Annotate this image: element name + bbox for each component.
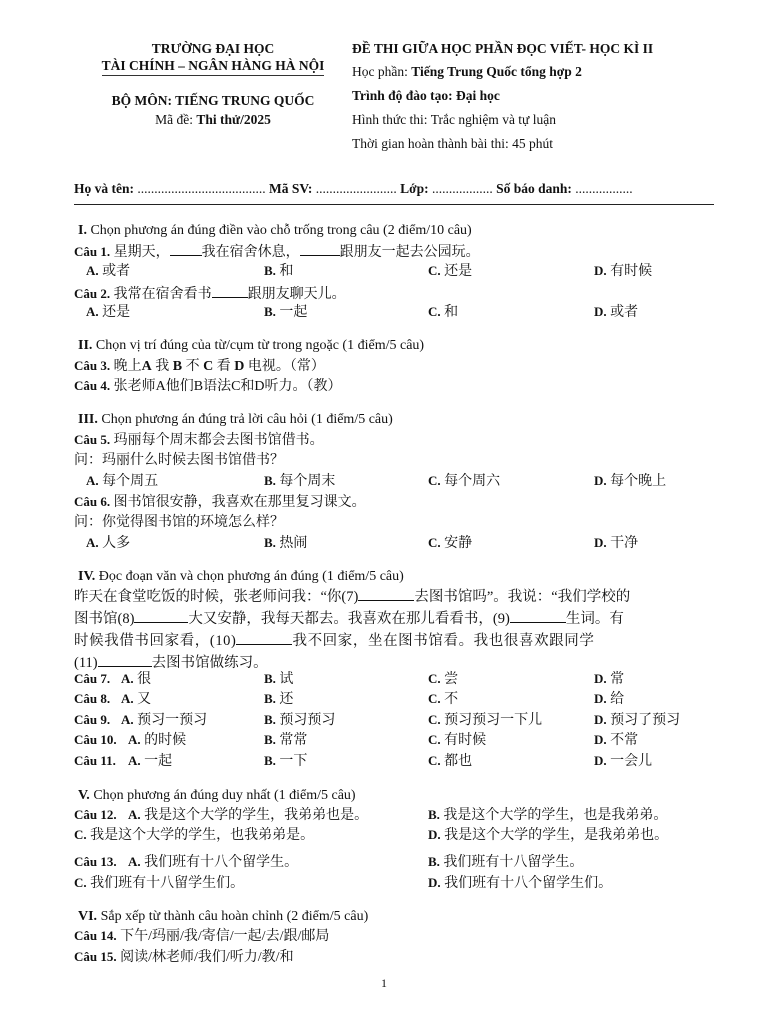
q8-option-a[interactable]: A. 又: [121, 691, 152, 707]
question-11: Câu 11.: [74, 753, 116, 768]
q1-option-a[interactable]: A. 或者: [86, 263, 131, 279]
blank[interactable]: [300, 241, 340, 256]
section-5-title: V. Chọn phương án đúng duy nhất (1 điểm/5 câu): [78, 788, 356, 803]
section-2-title: II. Chọn vị trí đúng của từ/cụm từ trong ngoặc (1 điểm/5 câu): [78, 338, 425, 353]
q5-option-b[interactable]: B. 每个周末: [264, 473, 336, 489]
q2-option-b[interactable]: B. 一起: [264, 304, 308, 320]
q6-option-a[interactable]: A. 人多: [86, 535, 131, 551]
q7-option-a[interactable]: A. 很: [121, 671, 152, 687]
q7-option-d[interactable]: D. 常: [594, 671, 625, 687]
question-1: Câu 1. 星期天， 我在宿舍休息， 跟朋友一起去公园玩。: [74, 241, 480, 262]
question-7: Câu 7.: [74, 671, 111, 686]
duration-line: Thời gian hoàn thành bài thi: 45 phút: [352, 136, 553, 151]
format-line: Hình thức thi: Trắc nghiệm và tự luận: [352, 112, 556, 127]
university-line-2: TÀI CHÍNH – NGÂN HÀNG HÀ NỘI: [68, 57, 358, 76]
q10-option-b[interactable]: B. 常常: [264, 732, 308, 748]
exam-info: [352, 40, 742, 156]
q11-option-b[interactable]: B. 一下: [264, 753, 308, 769]
q2-option-c[interactable]: C. 和: [428, 304, 459, 320]
question-10: Câu 10.: [74, 732, 117, 747]
school-header: [68, 40, 358, 130]
blank-10[interactable]: [236, 630, 292, 645]
q9-option-a[interactable]: A. 预习一预习: [121, 712, 208, 728]
q13-option-d[interactable]: D. 我们班有十八个留学生们。: [428, 875, 613, 891]
q11-option-d[interactable]: D. 一会儿: [594, 753, 653, 769]
q1-option-d[interactable]: D. 有时候: [594, 263, 653, 279]
section-4-title: IV. Đọc đoạn văn và chọn phương án đúng (1 điểm/5 câu): [78, 569, 404, 584]
blank-8[interactable]: [134, 608, 188, 623]
blank-11[interactable]: [98, 652, 152, 667]
q12-option-a[interactable]: A. 我是这个大学的学生，我弟弟也是。: [128, 807, 369, 823]
question-12: Câu 12.: [74, 807, 117, 822]
q12-option-d[interactable]: D. 我是这个大学的学生，是我弟弟也。: [428, 827, 669, 843]
q11-option-a[interactable]: A. 一起: [128, 753, 173, 769]
q13-option-a[interactable]: A. 我们班有十八个留学生。: [128, 854, 299, 870]
q10-option-d[interactable]: D. 不常: [594, 732, 639, 748]
department-line: BỘ MÔN: TIẾNG TRUNG QUỐC: [111, 93, 315, 108]
q9-option-c[interactable]: C. 预习预习一下儿: [428, 712, 543, 728]
q8-option-b[interactable]: B. 还: [264, 691, 294, 707]
header-divider: [74, 204, 714, 205]
q12-option-c[interactable]: C. 我是这个大学的学生，也我弟弟是。: [74, 827, 315, 843]
q2-option-a[interactable]: A. 还是: [86, 304, 131, 320]
blank-7[interactable]: [358, 586, 414, 601]
blank[interactable]: [212, 283, 248, 298]
seat-number-field[interactable]: .................: [575, 181, 633, 196]
q6-option-c[interactable]: C. 安静: [428, 535, 473, 551]
exam-title: ĐỀ THI GIỮA HỌC PHẦN ĐỌC VIẾT- HỌC KÌ II: [352, 41, 654, 56]
q10-option-c[interactable]: C. 有时候: [428, 732, 487, 748]
level-line: Trình độ đào tạo: Đại học: [352, 88, 500, 103]
reading-passage: 昨天在食堂吃饭的时候，张老师问我：“你(7) 去图书馆吗”。我说：“我们学校的 图书馆(8) 大又安静，我每天都去。我喜欢在那儿看看书，(9) 生词。有 时候我借书回家看，(10) 我不回家，坐在图书馆看。我也很喜欢跟同学 (11) 去图书馆做练习。: [74, 586, 716, 674]
exam-code: Mã đề: Thi thử/2025: [155, 112, 271, 127]
university-line-1: TRƯỜNG ĐẠI HỌC: [151, 41, 275, 56]
q13-option-b[interactable]: B. 我们班有十八留学生。: [428, 854, 584, 870]
q8-option-c[interactable]: C. 不: [428, 691, 459, 707]
course-line: Học phần: Tiếng Trung Quốc tổng hợp 2: [352, 64, 582, 79]
q10-option-a[interactable]: A. 的时候: [128, 732, 187, 748]
question-9: Câu 9.: [74, 712, 111, 727]
class-field[interactable]: ..................: [432, 181, 493, 196]
blank[interactable]: [170, 241, 202, 256]
q5-option-d[interactable]: D. 每个晚上: [594, 473, 667, 489]
question-4: Câu 4. 张老师A他们B语法C和D听力。（教）: [74, 378, 342, 394]
question-14: Câu 14. 下午/玛丽/我/寄信/一起/去/跟/邮局: [74, 928, 330, 944]
q5-option-c[interactable]: C. 每个周六: [428, 473, 501, 489]
question-5-ask: 问：玛丽什么时候去图书馆借书？: [74, 453, 284, 468]
q11-option-c[interactable]: C. 都也: [428, 753, 473, 769]
q7-option-c[interactable]: C. 尝: [428, 671, 459, 687]
question-15: Câu 15. 阅读/林老师/我们/听力/教/和: [74, 949, 294, 965]
question-2: Câu 2. 我常在宿舍看书 跟朋友聊天儿。: [74, 283, 346, 304]
page-number: 1: [381, 976, 387, 990]
question-5: Câu 5. 玛丽每个周末都会去图书馆借书。: [74, 432, 324, 448]
question-8: Câu 8.: [74, 691, 111, 706]
blank-9[interactable]: [510, 608, 566, 623]
question-6: Câu 6. 图书馆很安静，我喜欢在那里复习课文。: [74, 494, 366, 510]
q7-option-b[interactable]: B. 试: [264, 671, 294, 687]
question-13: Câu 13.: [74, 854, 117, 869]
student-info-line: Họ và tên: ...................................... Mã SV: ........................ Lớp: .................. Số báo danh: .................: [74, 181, 633, 196]
q5-option-a[interactable]: A. 每个周五: [86, 473, 159, 489]
q6-option-b[interactable]: B. 热闹: [264, 535, 308, 551]
q1-option-c[interactable]: C. 还是: [428, 263, 473, 279]
section-1-title: I. Chọn phương án đúng điền vào chỗ trống trong câu (2 điểm/10 câu): [78, 223, 472, 238]
q12-option-b[interactable]: B. 我是这个大学的学生，也是我弟弟。: [428, 807, 668, 823]
question-3: Câu 3. 晚上A 我 B 不 C 看 D 电视。（常）: [74, 358, 325, 374]
q13-option-c[interactable]: C. 我们班有十八留学生们。: [74, 875, 245, 891]
q6-option-d[interactable]: D. 干净: [594, 535, 639, 551]
q8-option-d[interactable]: D. 给: [594, 691, 625, 707]
q9-option-d[interactable]: D. 预习了预习: [594, 712, 681, 728]
section-6-title: VI. Sắp xếp từ thành câu hoàn chỉnh (2 điểm/5 câu): [78, 909, 369, 924]
student-id-field[interactable]: ........................: [315, 181, 397, 196]
q2-option-d[interactable]: D. 或者: [594, 304, 639, 320]
q1-option-b[interactable]: B. 和: [264, 263, 294, 279]
q9-option-b[interactable]: B. 预习预习: [264, 712, 336, 728]
question-6-ask: 问：你觉得图书馆的环境怎么样？: [74, 515, 284, 530]
section-3-title: III. Chọn phương án đúng trả lời câu hỏi (1 điểm/5 câu): [78, 412, 393, 427]
name-field[interactable]: ......................................: [137, 181, 266, 196]
